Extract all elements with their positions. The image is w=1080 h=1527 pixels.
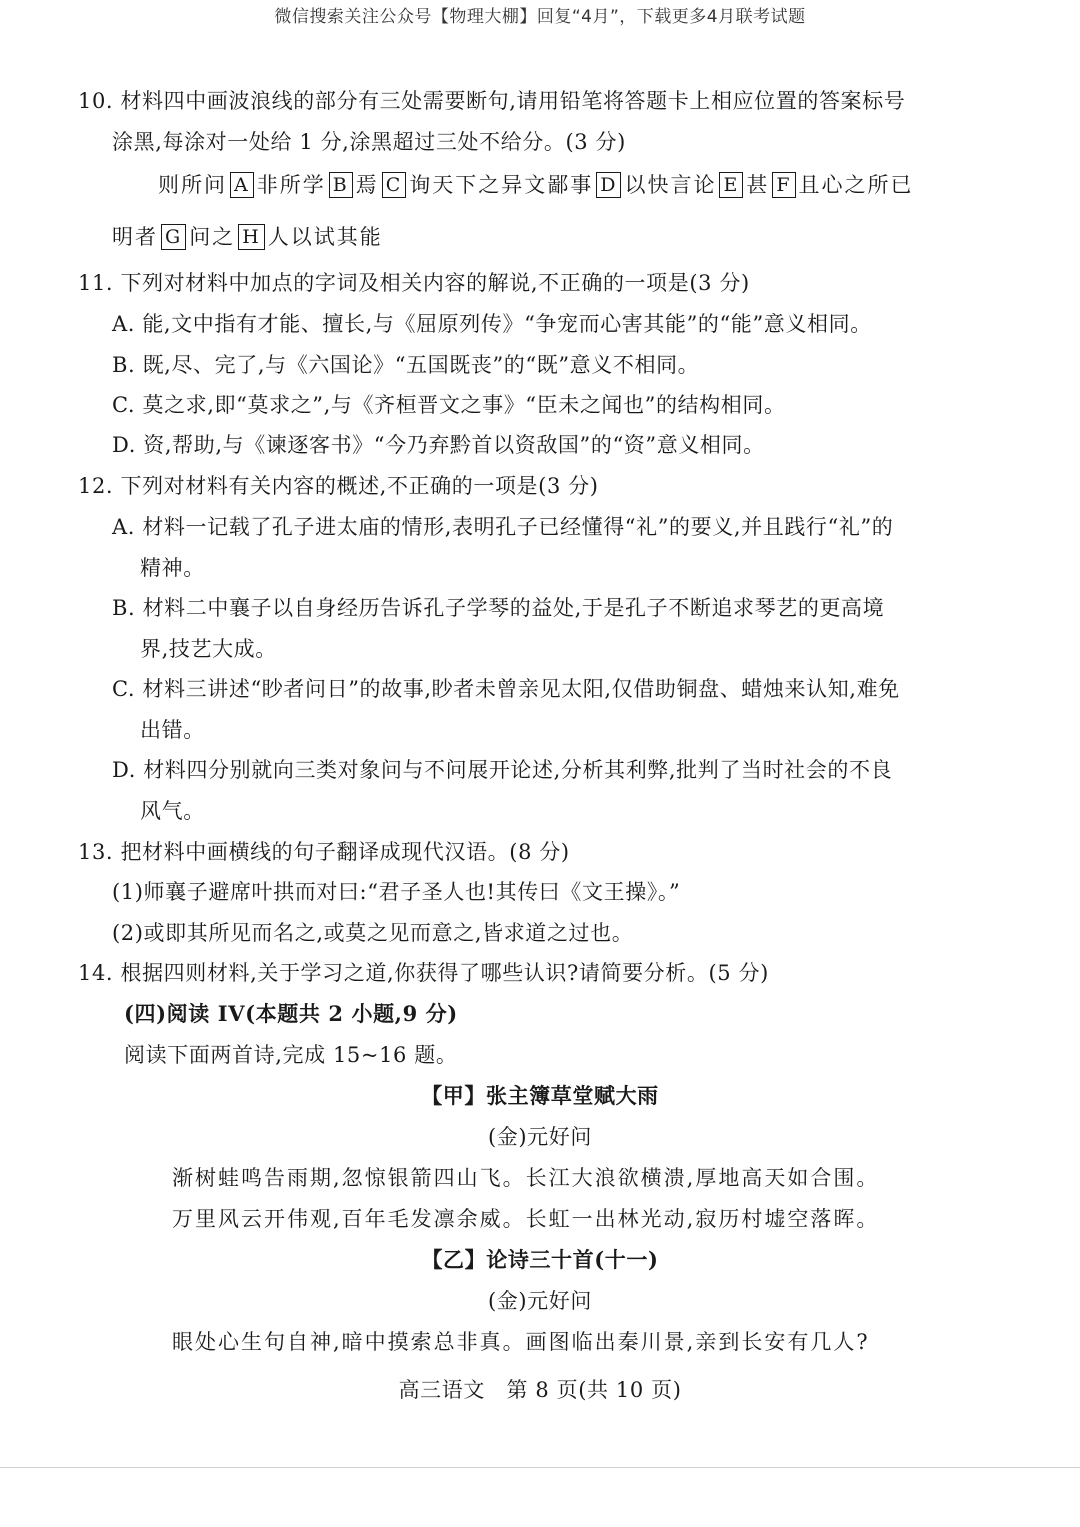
bottom-divider (0, 1467, 1080, 1468)
poem2-title: 【乙】论诗三十首(十一) (421, 1247, 659, 1272)
q12-option-b-line2: 界,技艺大成。 (140, 637, 277, 661)
q11-option-c: C. 莫之求,即“莫求之”,与《齐桓晋文之事》“臣未之闻也”的结构相同。 (112, 393, 786, 417)
passage-segment: 焉 (355, 173, 379, 197)
q12-option-d-line2: 风气。 (140, 799, 205, 823)
poem2-author: (金)元好问 (488, 1289, 592, 1313)
q12-option-d-line1: D. 材料四分别就向三类对象问与不问展开论述,分析其利弊,批判了当时社会的不良 (112, 758, 893, 782)
q13-stem: 13. 把材料中画横线的句子翻译成现代汉语。(8 分) (78, 840, 570, 864)
answer-box-c[interactable]: C (382, 172, 407, 198)
passage-segment: 问之 (189, 225, 236, 249)
q11-option-a: A. 能,文中指有才能、擅长,与《屈原列传》“争宠而心害其能”的“能”意义相同。 (112, 312, 872, 336)
passage-segment: 明者 (112, 225, 158, 249)
section-heading: (四)阅读 IV(本题共 2 小题,9 分) (124, 1001, 458, 1026)
poem1-line1: 渐树蛙鸣告雨期,忽惊银箭四山飞。长江大浪欲横溃,厚地高天如合围。 (172, 1166, 880, 1190)
q12-option-a-line2: 精神。 (140, 556, 205, 580)
poem2-line1: 眼处心生句自神,暗中摸索总非真。画图临出秦川景,亲到长安有几人? (172, 1330, 870, 1354)
q11-option-d: D. 资,帮助,与《谏逐客书》“今乃弃黔首以资敌国”的“资”意义相同。 (112, 433, 765, 457)
passage-segment: 则所问 (158, 173, 227, 197)
q13-sentence-1: (1)师襄子避席叶拱而对曰:“君子圣人也!其传曰《文王操》。” (112, 880, 681, 904)
poem1-title: 【甲】张主簿草堂赋大雨 (421, 1083, 659, 1108)
passage-segment: 且心之所已 (798, 173, 914, 197)
q12-option-c-line1: C. 材料三讲述“眇者问日”的故事,眇者未曾亲见太阳,仅借助铜盘、蜡烛来认知,难免 (112, 677, 900, 701)
poem1-author: (金)元好问 (488, 1125, 592, 1149)
poem1-line2: 万里风云开伟观,百年毛发凛余威。长虹一出林光动,寂历村墟空落晖。 (172, 1207, 880, 1231)
passage-segment: 询天下之异文鄙事 (409, 173, 594, 197)
answer-box-a[interactable]: A (230, 172, 254, 198)
answer-box-h[interactable]: H (238, 224, 265, 250)
q11-stem: 11. 下列对材料中加点的字词及相关内容的解说,不正确的一项是(3 分) (78, 271, 750, 295)
q10-stem-line2: 涂黑,每涂对一处给 1 分,涂黑超过三处不给分。(3 分) (112, 130, 626, 154)
q10-passage-line1 (158, 170, 914, 200)
q12-stem: 12. 下列对材料有关内容的概述,不正确的一项是(3 分) (78, 474, 599, 498)
answer-box-e[interactable]: E (719, 172, 743, 198)
page-footer: 高三语文 第 8 页(共 10 页) (398, 1378, 682, 1402)
passage-segment: 人以试其能 (267, 225, 383, 249)
answer-box-b[interactable]: B (329, 172, 353, 198)
q12-option-c-line2: 出错。 (140, 718, 205, 742)
q13-sentence-2: (2)或即其所见而名之,或莫之见而意之,皆求道之过也。 (112, 921, 634, 945)
q12-option-b-line1: B. 材料二中襄子以自身经历告诉孔子学琴的益处,于是孔子不断追求琴艺的更高境 (112, 596, 885, 620)
watermark-banner: 微信搜索关注公众号【物理大棚】回复“4月”，下载更多4月联考试题 (274, 7, 806, 27)
answer-box-d[interactable]: D (596, 172, 621, 198)
passage-segment: 甚 (746, 173, 770, 197)
passage-segment: 非所学 (256, 173, 326, 197)
passage-segment: 以快言论 (624, 173, 717, 197)
q12-option-a-line1: A. 材料一记载了孔子进太庙的情形,表明孔子已经懂得“礼”的要义,并且践行“礼”的 (112, 515, 894, 539)
q10-passage-line2 (112, 222, 383, 252)
answer-box-g[interactable]: G (161, 224, 186, 250)
section-instruction: 阅读下面两首诗,完成 15~16 题。 (124, 1043, 458, 1067)
q14-stem: 14. 根据四则材料,关于学习之道,你获得了哪些认识?请简要分析。(5 分) (78, 961, 769, 985)
q10-stem-line1: 10. 材料四中画波浪线的部分有三处需要断句,请用铅笔将答题卡上相应位置的答案标号 (78, 89, 906, 113)
q11-option-b: B. 既,尽、完了,与《六国论》“五国既丧”的“既”意义不相同。 (112, 353, 700, 377)
answer-box-f[interactable]: F (772, 172, 795, 198)
